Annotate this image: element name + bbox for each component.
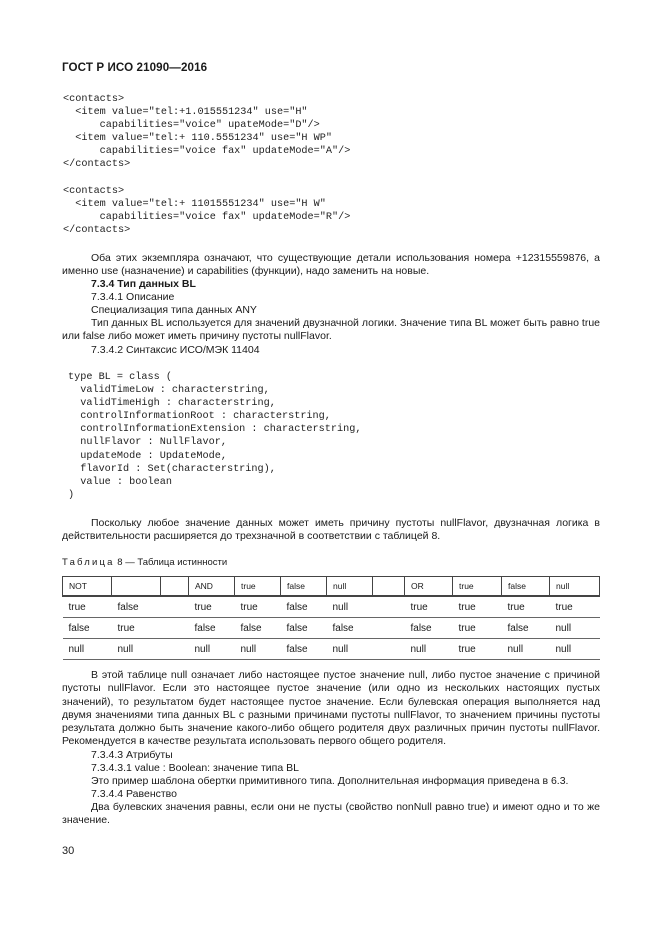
section-heading-7-3-4-3-1: 7.3.4.3.1 value : Boolean: значение типа BL <box>91 762 299 774</box>
table-cell: true <box>112 618 161 639</box>
table-cell: null <box>235 639 281 660</box>
section-heading-7-3-4: 7.3.4 Тип данных BL <box>91 278 196 290</box>
table-row <box>63 618 600 639</box>
header-cell: null <box>550 577 600 597</box>
table-cell: true <box>453 618 502 639</box>
header-cell <box>161 577 189 597</box>
table-cell: true <box>63 596 112 618</box>
table-cell <box>161 639 189 660</box>
header-cell: true <box>235 577 281 597</box>
table-cell: null <box>63 639 112 660</box>
table-cell: false <box>502 618 550 639</box>
specialization-line: Специализация типа данных ANY <box>91 304 257 316</box>
header-cell: OR <box>405 577 453 597</box>
table-caption-label: Таблица <box>62 557 115 568</box>
table-cell: true <box>550 596 600 618</box>
table-cell: false <box>327 618 373 639</box>
table-cell: null <box>189 639 235 660</box>
table-cell: true <box>502 596 550 618</box>
paragraph-instances: Оба этих экземпляра означают, что существующие детали использования номера +12315559876, а именно use (назначение) и capabilities (функции), надо заменить на новые. <box>62 252 600 278</box>
table-cell: false <box>189 618 235 639</box>
table-cell: null <box>327 639 373 660</box>
table-cell <box>161 596 189 618</box>
paragraph-equality: Два булевских значения равны, если они не пусты (свойство nonNull равно true) и имеют одно и то же значение. <box>62 801 600 827</box>
table-cell: null <box>405 639 453 660</box>
header-cell: true <box>453 577 502 597</box>
table-cell <box>373 596 405 618</box>
paragraph-bl-description: Тип данных BL используется для значений двузначной логики. Значение типа BL может быть равно true или false либо может иметь причину пустоты nullFlavor. <box>62 317 600 343</box>
table-cell: false <box>281 618 327 639</box>
truth-table <box>62 576 600 660</box>
header-cell <box>373 577 405 597</box>
code-block-contacts-2: <contacts> <item value="tel:+ 11015551234" use="H W" capabilities="voice fax" updateMode="R"/> </contacts> <box>63 186 351 237</box>
table-cell: false <box>281 639 327 660</box>
table-cell: true <box>453 639 502 660</box>
table-cell <box>161 618 189 639</box>
table-cell: false <box>63 618 112 639</box>
header-cell: false <box>281 577 327 597</box>
table-caption <box>62 557 227 568</box>
table-cell: true <box>405 596 453 618</box>
table-cell: false <box>281 596 327 618</box>
template-note-line: Это пример шаблона обертки примитивного типа. Дополнительная информация приведена в 6.3. <box>91 775 569 787</box>
section-heading-7-3-4-3: 7.3.4.3 Атрибуты <box>91 749 173 761</box>
truth-table-header-row <box>63 577 600 597</box>
table-cell: null <box>550 618 600 639</box>
table-cell: false <box>405 618 453 639</box>
header-cell: null <box>327 577 373 597</box>
table-cell: null <box>112 639 161 660</box>
table-cell: true <box>235 596 281 618</box>
header-cell: NOT <box>63 577 112 597</box>
table-cell: null <box>502 639 550 660</box>
header-cell <box>112 577 161 597</box>
table-cell <box>373 618 405 639</box>
header-cell: AND <box>189 577 235 597</box>
table-caption-text: 8 — Таблица истинности <box>117 557 228 568</box>
code-block-bl-syntax: type BL = class ( validTimeLow : characterstring, validTimeHigh : characterstring, controlInformationRoot : characterstring, controlInformationExtension : characterstring, nullFlavor : NullFlavor, updateMode : UpdateMode, flavorId : Set(characterstring), value : boolean ) <box>68 372 362 501</box>
section-heading-7-3-4-4: 7.3.4.4 Равенство <box>91 788 177 800</box>
document-header: ГОСТ Р ИСО 21090—2016 <box>62 61 208 74</box>
paragraph-three-valued-logic: Поскольку любое значение данных может иметь причину пустоты nullFlavor, двузначная логика в действительности расширяется до трехзначной в соответствии с таблицей 8. <box>62 517 600 543</box>
table-cell: false <box>112 596 161 618</box>
header-cell: false <box>502 577 550 597</box>
table-cell: null <box>550 639 600 660</box>
table-row <box>63 639 600 660</box>
table-cell: null <box>327 596 373 618</box>
section-heading-7-3-4-1: 7.3.4.1 Описание <box>91 291 175 303</box>
table-cell <box>373 639 405 660</box>
paragraph-null-explanation: В этой таблице null означает либо настоящее пустое значение null, либо пустое значение с причиной пустоты nullFlavor. Если это настоящее пустое значение (или одно из нескольких настоящих пустых значений), то результатом будет настоящее пустое значение. Если булевская операция выполняется над двумя значениями типа данных BL с разными причинами пустоты nullFlavor, то значением причины пустоты результата должно быть значение какого-либо общего родителя двух различных причин пустоты nullFlavor. Рекомендуется в качестве результата использовать первого общего родителя. <box>62 669 600 748</box>
page-number: 30 <box>62 845 75 857</box>
table-cell: true <box>453 596 502 618</box>
table-row <box>63 596 600 618</box>
section-heading-7-3-4-2: 7.3.4.2 Синтаксис ИСО/МЭК 11404 <box>91 344 260 356</box>
table-cell: true <box>189 596 235 618</box>
code-block-contacts-1: <contacts> <item value="tel:+1.015551234" use="H" capabilities="voice" upateMode="D"/> <item value="tel:+ 110.5551234" use="H WP" capabilities="voice fax" updateMode="A"/> </contacts> <box>63 94 351 171</box>
table-cell: false <box>235 618 281 639</box>
